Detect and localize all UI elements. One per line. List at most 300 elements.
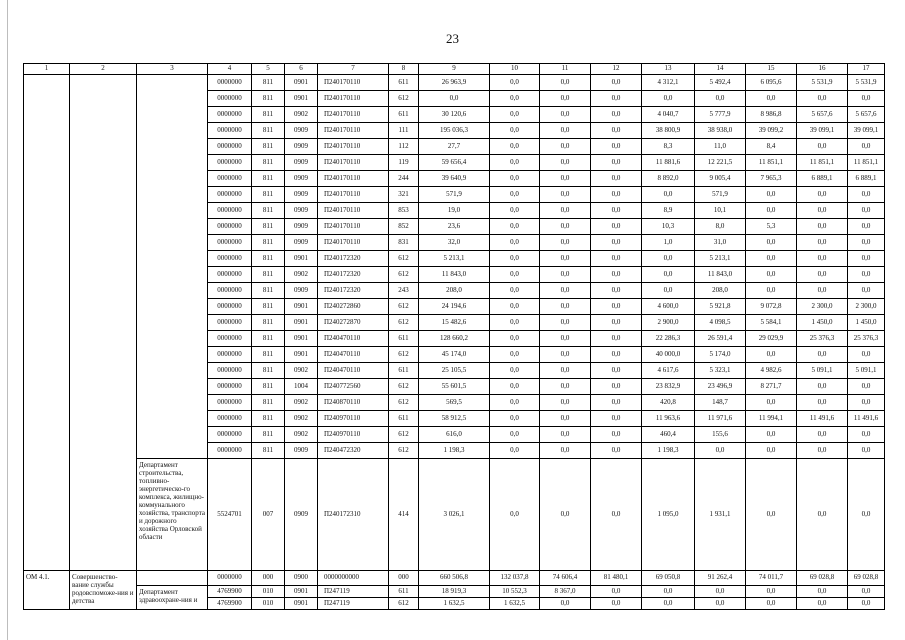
table-cell: 0000000 [208, 443, 252, 459]
table-cell: 853 [389, 203, 419, 219]
table-cell: 0,0 [540, 598, 591, 610]
table-cell: 612 [389, 251, 419, 267]
table-cell: 24 194,6 [419, 299, 490, 315]
table-cell: 22 286,3 [642, 331, 695, 347]
table-cell: 0,0 [591, 107, 642, 123]
table-cell: 39 099,1 [848, 123, 885, 139]
table-cell: 811 [252, 219, 285, 235]
table-cell: 0,0 [591, 331, 642, 347]
table-cell: 811 [252, 107, 285, 123]
table-cell: П240170110 [318, 139, 389, 155]
table-cell: 0,0 [591, 235, 642, 251]
table-cell: 0,0 [797, 267, 848, 283]
table-cell: 0,0 [540, 235, 591, 251]
table-cell: 0000000 [208, 283, 252, 299]
table-cell: 30 120,6 [419, 107, 490, 123]
table-cell: 2 300,0 [797, 299, 848, 315]
table-cell: 0,0 [591, 299, 642, 315]
table-cell: 9 072,8 [746, 299, 797, 315]
table-cell: 25 376,3 [848, 331, 885, 347]
table-cell: П240170110 [318, 219, 389, 235]
table-cell: 11 851,1 [797, 155, 848, 171]
table-cell: 0000000 [208, 219, 252, 235]
column-header-10: 10 [490, 64, 540, 75]
table-cell: 0,0 [490, 331, 540, 347]
table-cell: 0,0 [490, 235, 540, 251]
table-cell: 0,0 [490, 363, 540, 379]
table-cell: П240170110 [318, 123, 389, 139]
table-cell: 0,0 [848, 235, 885, 251]
table-cell: 208,0 [695, 283, 746, 299]
table-cell: П240170110 [318, 187, 389, 203]
table-cell-col1-empty [24, 75, 70, 571]
table-cell: П240470110 [318, 363, 389, 379]
table-cell: 0901 [285, 251, 318, 267]
table-cell: П240470110 [318, 347, 389, 363]
table-cell: 10,3 [642, 219, 695, 235]
table-cell: 811 [252, 123, 285, 139]
table-cell: 811 [252, 379, 285, 395]
table-cell: 8,4 [746, 139, 797, 155]
budget-table [23, 63, 885, 610]
table-cell: 0,0 [591, 123, 642, 139]
table-cell: 0,0 [746, 395, 797, 411]
column-header-12: 12 [591, 64, 642, 75]
table-cell: 5 921,8 [695, 299, 746, 315]
table-cell: 0,0 [797, 203, 848, 219]
table-cell: 0,0 [848, 395, 885, 411]
table-cell: 5 657,6 [848, 107, 885, 123]
table-cell: 69 028,8 [797, 571, 848, 586]
table-cell: 852 [389, 219, 419, 235]
table-cell-col2-empty [70, 75, 137, 571]
table-cell: 811 [252, 251, 285, 267]
table-cell: 0000000 [208, 123, 252, 139]
table-cell: 4 312,1 [642, 75, 695, 91]
column-header-5: 5 [252, 64, 285, 75]
table-cell: 0909 [285, 139, 318, 155]
table-cell: 007 [252, 459, 285, 571]
table-cell: 0,0 [490, 299, 540, 315]
table-cell: 811 [252, 363, 285, 379]
table-cell: 0909 [285, 283, 318, 299]
page-edge-rule [7, 0, 8, 640]
table-cell: 0,0 [848, 586, 885, 598]
table-cell: 0901 [285, 315, 318, 331]
table-cell: 000 [252, 571, 285, 586]
table-cell: 2 300,0 [848, 299, 885, 315]
table-cell: 0,0 [419, 91, 490, 107]
table-cell: 0909 [285, 459, 318, 571]
table-cell: 8 367,0 [540, 586, 591, 598]
table-cell: 39 099,2 [746, 123, 797, 139]
table-cell: 208,0 [419, 283, 490, 299]
table-cell: 0000000 [208, 235, 252, 251]
table-cell: 0909 [285, 235, 318, 251]
table-cell: 0,0 [746, 251, 797, 267]
table-cell: 26 591,4 [695, 331, 746, 347]
table-cell: 569,5 [419, 395, 490, 411]
table-cell: 0,0 [746, 427, 797, 443]
table-cell: 811 [252, 411, 285, 427]
table-cell: 5 213,1 [419, 251, 490, 267]
table-cell: 10,1 [695, 203, 746, 219]
table-cell: 0,0 [642, 251, 695, 267]
table-cell: 0901 [285, 598, 318, 610]
table-cell: 1,0 [642, 235, 695, 251]
table-cell: 0,0 [540, 459, 591, 571]
table-cell: 612 [389, 598, 419, 610]
table-cell: 0,0 [797, 187, 848, 203]
table-cell: 0,0 [642, 586, 695, 598]
table-cell: 39 099,1 [797, 123, 848, 139]
table-row [24, 75, 885, 91]
om41-code: ОМ 4.1. [24, 571, 70, 610]
table-cell: 811 [252, 443, 285, 459]
table-cell: 243 [389, 283, 419, 299]
table-cell: 460,4 [642, 427, 695, 443]
table-cell: 11,0 [695, 139, 746, 155]
table-cell: 11 491,6 [797, 411, 848, 427]
table-cell: 811 [252, 203, 285, 219]
table-cell: 7 965,3 [746, 171, 797, 187]
table-cell: 0902 [285, 411, 318, 427]
table-cell: 0,0 [797, 91, 848, 107]
table-cell: 0,0 [797, 395, 848, 411]
table-cell-col3-empty [137, 75, 208, 459]
table-cell: 0000000 [208, 347, 252, 363]
table-cell: 0,0 [591, 363, 642, 379]
table-cell: 611 [389, 107, 419, 123]
table-cell: 0,0 [540, 91, 591, 107]
table-cell: 0,0 [848, 139, 885, 155]
column-header-16: 16 [797, 64, 848, 75]
table-cell: 3 026,1 [419, 459, 490, 571]
table-cell: 0,0 [591, 586, 642, 598]
column-header-13: 13 [642, 64, 695, 75]
table-cell: 10 552,3 [490, 586, 540, 598]
table-cell: 0,0 [797, 379, 848, 395]
table-cell: 0,0 [746, 347, 797, 363]
table-cell: 811 [252, 283, 285, 299]
table-cell: 111 [389, 123, 419, 139]
table-cell: 0,0 [591, 427, 642, 443]
table-cell: 6 889,1 [848, 171, 885, 187]
table-cell: 244 [389, 171, 419, 187]
table-cell: П240970110 [318, 427, 389, 443]
table-cell: 811 [252, 235, 285, 251]
table-cell: 811 [252, 171, 285, 187]
table-cell: 811 [252, 299, 285, 315]
table-cell: 0,0 [642, 283, 695, 299]
table-cell: 0,0 [591, 315, 642, 331]
table-cell: П240172320 [318, 251, 389, 267]
column-header-6: 6 [285, 64, 318, 75]
table-cell: 1 450,0 [848, 315, 885, 331]
table-cell: 5 091,1 [797, 363, 848, 379]
table-cell: 0,0 [591, 283, 642, 299]
table-cell: 11 491,6 [848, 411, 885, 427]
table-cell: 0000000 [208, 107, 252, 123]
column-header-4: 4 [208, 64, 252, 75]
table-cell: 612 [389, 443, 419, 459]
om41-name: Совершенство-вание службы родовспоможе-ния и детства [70, 571, 137, 610]
table-cell: 811 [252, 91, 285, 107]
table-cell: 0,0 [540, 411, 591, 427]
table-cell: 0,0 [797, 235, 848, 251]
table-cell: 1 095,0 [642, 459, 695, 571]
table-cell: 0,0 [490, 427, 540, 443]
table-cell: 0901 [285, 331, 318, 347]
table-cell: 26 963,9 [419, 75, 490, 91]
table-cell: 5524701 [208, 459, 252, 571]
table-cell: 4 982,6 [746, 363, 797, 379]
column-header-11: 11 [540, 64, 591, 75]
table-cell: П240272860 [318, 299, 389, 315]
table-cell: П240172320 [318, 283, 389, 299]
table-cell: 5 531,9 [848, 75, 885, 91]
table-cell: 0,0 [540, 443, 591, 459]
table-cell: 612 [389, 427, 419, 443]
table-cell: 0000000 [208, 331, 252, 347]
om41-col3-empty [137, 571, 208, 586]
table-cell: 811 [252, 347, 285, 363]
column-header-9: 9 [419, 64, 490, 75]
table-cell: 40 000,0 [642, 347, 695, 363]
table-header-row [24, 64, 885, 75]
table-cell: 000 [389, 571, 419, 586]
table-cell: 45 174,0 [419, 347, 490, 363]
table-cell: 0,0 [848, 91, 885, 107]
table-cell: 11 851,1 [746, 155, 797, 171]
table-cell: 612 [389, 91, 419, 107]
table-cell: 010 [252, 586, 285, 598]
table-cell: 612 [389, 347, 419, 363]
table-cell: 0,0 [591, 598, 642, 610]
table-cell: 0,0 [642, 91, 695, 107]
table-cell: 0,0 [797, 139, 848, 155]
table-cell: 0000000 [208, 171, 252, 187]
table-cell: 0,0 [591, 459, 642, 571]
table-cell: 0,0 [797, 459, 848, 571]
table-cell: 38 800,9 [642, 123, 695, 139]
table-cell: 12 221,5 [695, 155, 746, 171]
table-cell: 0,0 [591, 139, 642, 155]
table-cell: 0000000 [208, 363, 252, 379]
table-cell: 8 986,8 [746, 107, 797, 123]
table-cell: 611 [389, 363, 419, 379]
table-cell: 0,0 [642, 267, 695, 283]
table-cell: 4 098,5 [695, 315, 746, 331]
table-cell: 811 [252, 315, 285, 331]
table-cell: 32,0 [419, 235, 490, 251]
table-cell: 128 660,2 [419, 331, 490, 347]
table-cell: 0,0 [591, 91, 642, 107]
table-cell: 0,0 [797, 219, 848, 235]
table-cell: 612 [389, 395, 419, 411]
table-cell: 5 777,9 [695, 107, 746, 123]
table-cell: 0,0 [746, 235, 797, 251]
table-cell: П240472320 [318, 443, 389, 459]
column-header-3: 3 [137, 64, 208, 75]
table-cell: 0900 [285, 571, 318, 586]
table-cell: 59 656,4 [419, 155, 490, 171]
table-cell: 0909 [285, 219, 318, 235]
table-cell: 0,0 [540, 75, 591, 91]
table-cell: 0902 [285, 267, 318, 283]
table-cell: 0,0 [540, 299, 591, 315]
table-cell: 5 584,1 [746, 315, 797, 331]
table-cell: 0902 [285, 427, 318, 443]
table-cell: 0,0 [848, 283, 885, 299]
table-cell: 25 105,5 [419, 363, 490, 379]
table-cell: 0,0 [848, 187, 885, 203]
table-cell: 0,0 [540, 267, 591, 283]
table-cell: 38 938,0 [695, 123, 746, 139]
table-cell: 11 994,1 [746, 411, 797, 427]
table-cell: 0,0 [695, 586, 746, 598]
table-cell: 1 450,0 [797, 315, 848, 331]
table-cell: 0,0 [540, 427, 591, 443]
table-cell: 811 [252, 139, 285, 155]
table-cell: 8,3 [642, 139, 695, 155]
table-cell: 0,0 [746, 267, 797, 283]
table-cell: 0,0 [591, 251, 642, 267]
table-cell: П240170110 [318, 203, 389, 219]
table-cell: 0,0 [540, 187, 591, 203]
table-cell: 1004 [285, 379, 318, 395]
table-cell: 5,3 [746, 219, 797, 235]
table-cell: 612 [389, 379, 419, 395]
table-cell: 0,0 [490, 411, 540, 427]
table-cell: 112 [389, 139, 419, 155]
table-row-om41 [24, 571, 885, 586]
table-cell: 612 [389, 299, 419, 315]
table-cell: 811 [252, 427, 285, 443]
table-cell: 0,0 [540, 107, 591, 123]
table-cell: 0,0 [746, 91, 797, 107]
table-cell: 195 036,3 [419, 123, 490, 139]
table-cell: 0,0 [540, 123, 591, 139]
table-cell: 5 091,1 [848, 363, 885, 379]
page-number: 23 [446, 31, 459, 46]
table-cell: 0,0 [746, 203, 797, 219]
table-cell: 0,0 [490, 203, 540, 219]
table-cell: 0,0 [540, 155, 591, 171]
table-cell: 91 262,4 [695, 571, 746, 586]
table-cell: 612 [389, 267, 419, 283]
column-header-15: 15 [746, 64, 797, 75]
table-cell: 0,0 [490, 283, 540, 299]
table-cell: 0,0 [591, 411, 642, 427]
table-cell: 0,0 [746, 187, 797, 203]
table-cell: 4 617,6 [642, 363, 695, 379]
table-cell: 571,9 [695, 187, 746, 203]
table-cell: 0902 [285, 363, 318, 379]
table-cell: 1 632,5 [419, 598, 490, 610]
table-cell: 0000000 [208, 91, 252, 107]
table-cell: 0,0 [642, 598, 695, 610]
table-cell: 0901 [285, 91, 318, 107]
table-cell: 0,0 [540, 315, 591, 331]
table-cell: П240170110 [318, 91, 389, 107]
table-cell: 811 [252, 395, 285, 411]
table-cell: 0,0 [848, 347, 885, 363]
table-cell: 0000000 [208, 251, 252, 267]
table-cell: 74 011,7 [746, 571, 797, 586]
column-header-8: 8 [389, 64, 419, 75]
table-cell: 0,0 [797, 347, 848, 363]
table-cell: П247119 [318, 586, 389, 598]
table-cell: 0,0 [848, 379, 885, 395]
table-cell: 11 881,6 [642, 155, 695, 171]
table-cell: 27,7 [419, 139, 490, 155]
table-cell: П247119 [318, 598, 389, 610]
column-header-7: 7 [318, 64, 389, 75]
table-cell: 0,0 [695, 91, 746, 107]
table-cell: 0,0 [746, 283, 797, 299]
table-cell: 23,6 [419, 219, 490, 235]
table-cell: 0,0 [848, 459, 885, 571]
table-cell: 1 198,3 [419, 443, 490, 459]
table-cell: 0000000 [208, 267, 252, 283]
table-cell: 0901 [285, 75, 318, 91]
table-row-dept-health [24, 586, 885, 598]
table-cell: 55 601,5 [419, 379, 490, 395]
table-cell: 8 271,7 [746, 379, 797, 395]
table-cell: 74 606,4 [540, 571, 591, 586]
table-cell: 0,0 [540, 331, 591, 347]
table-cell: 611 [389, 411, 419, 427]
table-cell: 0,0 [490, 347, 540, 363]
table-cell: 811 [252, 267, 285, 283]
table-cell: 0,0 [591, 203, 642, 219]
table-cell: 0909 [285, 123, 318, 139]
table-cell: 0000000 [208, 203, 252, 219]
table-cell: 811 [252, 155, 285, 171]
table-cell: 0,0 [695, 598, 746, 610]
table-cell: 660 506,8 [419, 571, 490, 586]
table-cell: П240170110 [318, 107, 389, 123]
table-cell: 0,0 [848, 443, 885, 459]
table-cell: 0,0 [490, 267, 540, 283]
table-cell: 0,0 [848, 267, 885, 283]
table-cell: 0909 [285, 203, 318, 219]
table-cell: 0,0 [490, 75, 540, 91]
table-cell: 4769900 [208, 586, 252, 598]
table-cell: П240170110 [318, 235, 389, 251]
table-cell: 1 632,5 [490, 598, 540, 610]
column-header-1: 1 [24, 64, 70, 75]
table-cell: 11 843,0 [695, 267, 746, 283]
table-cell: 0,0 [490, 379, 540, 395]
table-cell: 0,0 [591, 187, 642, 203]
table-cell: 0902 [285, 107, 318, 123]
table-cell: 18 919,3 [419, 586, 490, 598]
table-cell: 0,0 [490, 315, 540, 331]
table-cell: 611 [389, 75, 419, 91]
table-cell: 9 005,4 [695, 171, 746, 187]
table-cell: 8,9 [642, 203, 695, 219]
table-cell: 5 323,1 [695, 363, 746, 379]
table-cell: 5 492,4 [695, 75, 746, 91]
table-cell: 0000000 [208, 427, 252, 443]
table-cell: 0,0 [540, 283, 591, 299]
table-cell: 0,0 [490, 91, 540, 107]
table-cell: 0909 [285, 443, 318, 459]
column-header-17: 17 [848, 64, 885, 75]
table-cell: 132 037,8 [490, 571, 540, 586]
